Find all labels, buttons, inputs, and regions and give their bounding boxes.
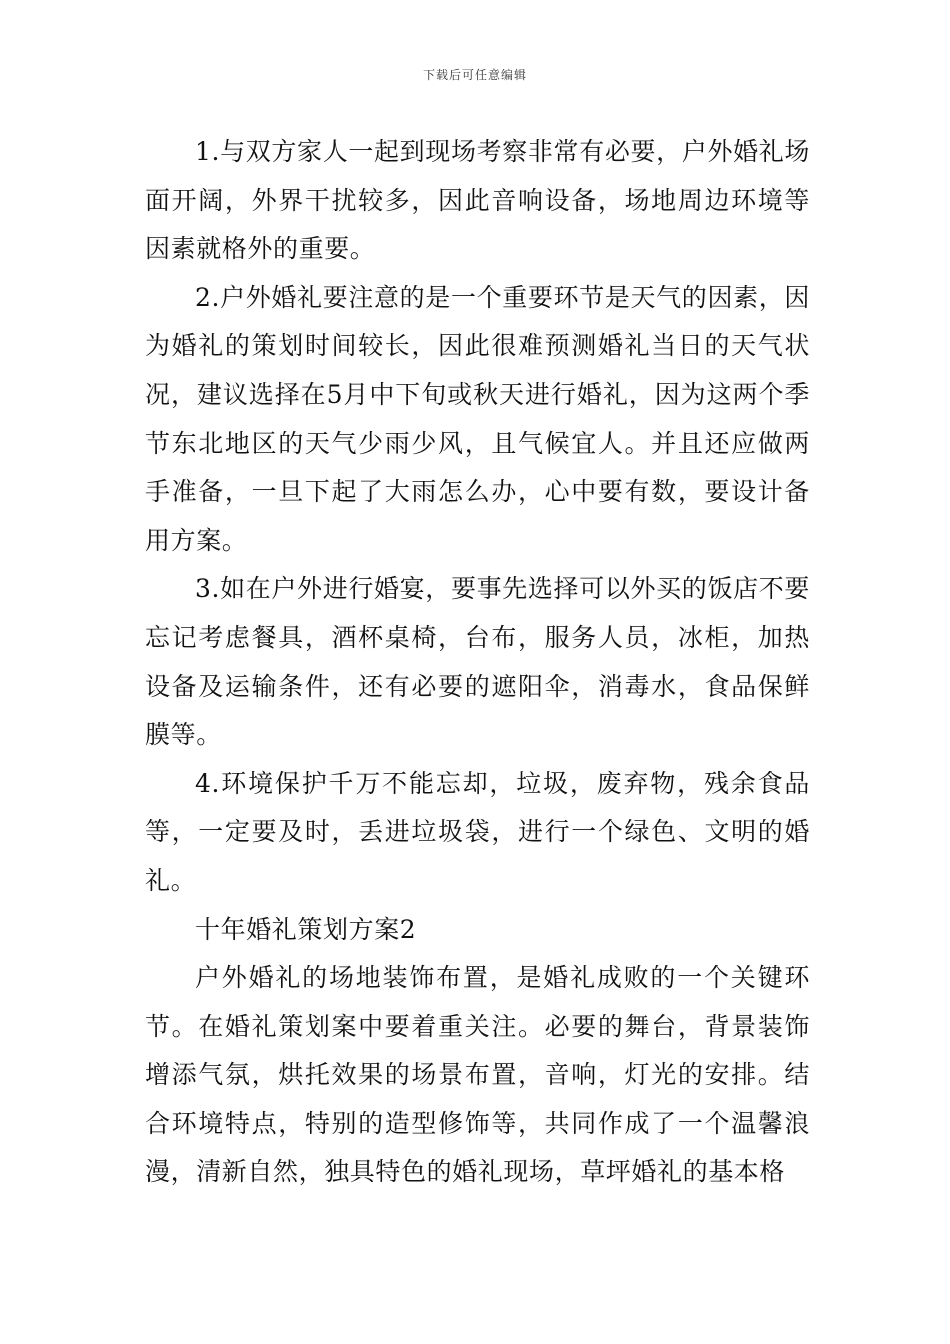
paragraph-3: 3.如在户外进行婚宴，要事先选择可以外买的饭店不要忘记考虑餐具，酒杯桌椅，台布，服务人员，冰柜，加热设备及运输条件，还有必要的遮阳伞，消毒水，食品保鲜膜等。 bbox=[145, 574, 810, 750]
header-note: 下载后可任意编辑 bbox=[422, 68, 527, 82]
section-heading: 十年婚礼策划方案2 bbox=[195, 914, 417, 944]
paragraph-1: 1.与双方家人一起到现场考察非常有必要，户外婚礼场面开阔，外界干扰较多，因此音响设备，场地周边环境等因素就格外的重要。 bbox=[145, 137, 810, 264]
paragraph-2: 2.户外婚礼要注意的是一个重要环节是天气的因素，因为婚礼的策划时间较长，因此很难预测婚礼当日的天气状况，建议选择在5月中下旬或秋天进行婚礼，因为这两个季节东北地区的天气少雨少风，且气候宜人。并且还应做两手准备，一旦下起了大雨怎么办，心中要有数，要设计备用方案。 bbox=[145, 282, 810, 555]
paragraph-5: 户外婚礼的场地装饰布置，是婚礼成败的一个关键环节。在婚礼策划案中要着重关注。必要的舞台，背景装饰增添气氛，烘托效果的场景布置，音响，灯光的安排。结合环境特点，特别的造型修饰等，共同作成了一个温馨浪漫，清新自然，独具特色的婚礼现场，草坪婚礼的基本格 bbox=[145, 963, 810, 1187]
document-body bbox=[145, 128, 810, 1197]
paragraph-4: 4.环境保护千万不能忘却，垃圾，废弃物，残余食品等，一定要及时，丢进垃圾袋，进行一个绿色、文明的婚礼。 bbox=[145, 768, 810, 895]
